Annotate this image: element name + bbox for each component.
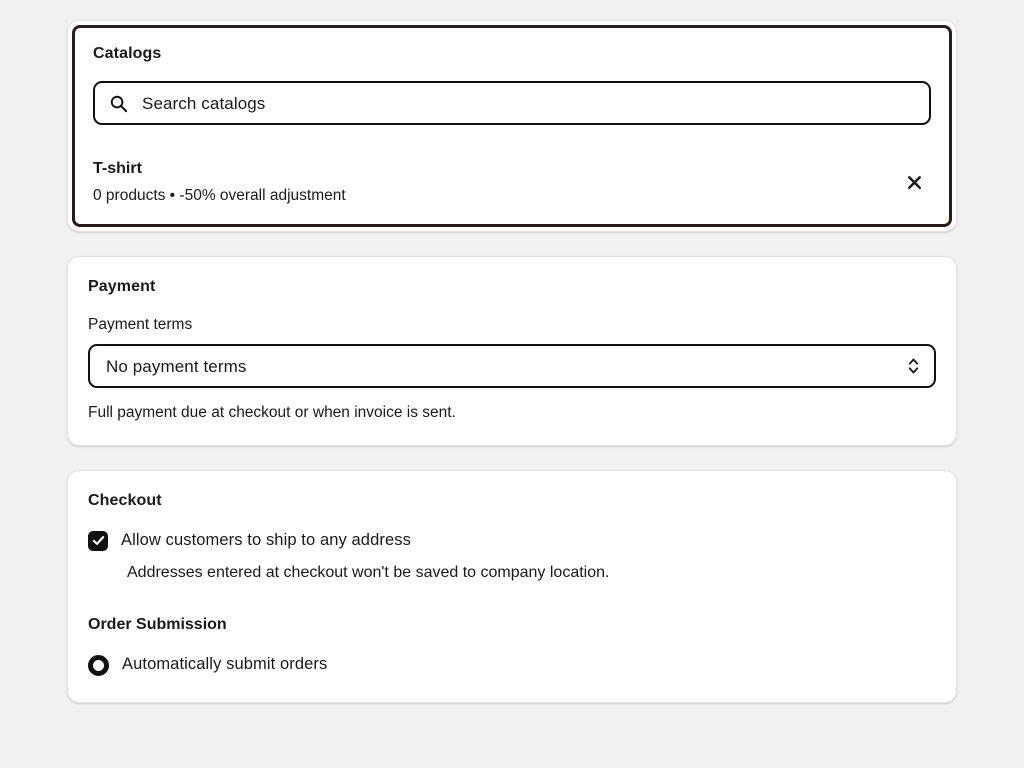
- catalogs-focus-ring: [72, 25, 952, 227]
- list-item[interactable]: [93, 159, 931, 205]
- search-catalogs-field[interactable]: [93, 81, 931, 125]
- auto-submit-orders-radio[interactable]: [88, 655, 109, 676]
- catalog-item-texts: [93, 159, 883, 205]
- payment-terms-select[interactable]: [88, 344, 936, 388]
- payment-help-text: Full payment due at checkout or when invoice is sent.: [88, 404, 456, 422]
- order-submission-title: Order Submission: [88, 616, 227, 634]
- payment-title: Payment: [88, 277, 156, 295]
- ship-any-address-checkbox[interactable]: [88, 531, 108, 551]
- checkout-title: Checkout: [88, 492, 162, 510]
- remove-catalog-button[interactable]: [899, 167, 929, 197]
- close-icon: [907, 175, 922, 190]
- search-icon: [109, 94, 128, 113]
- ship-any-address-label: Allow customers to ship to any address: [121, 530, 411, 549]
- catalogs-card: [67, 20, 957, 232]
- catalog-list: [93, 159, 931, 205]
- payment-terms-label: Payment terms: [88, 315, 193, 333]
- catalog-item-meta: 0 products • -50% overall adjustment: [93, 187, 346, 205]
- check-icon: [92, 534, 105, 547]
- auto-submit-orders-label: Automatically submit orders: [122, 655, 328, 674]
- search-input[interactable]: Search catalogs: [142, 93, 266, 113]
- order-submission-option-row[interactable]: [88, 655, 936, 676]
- ship-any-address-row[interactable]: [88, 531, 936, 551]
- payment-terms-wrapper: [88, 344, 936, 388]
- catalogs-search-wrapper: [93, 81, 931, 125]
- payment-terms-value: No payment terms: [106, 356, 247, 376]
- checkout-card: [67, 470, 957, 702]
- catalog-item-name: T-shirt: [93, 160, 142, 178]
- payment-card: [67, 256, 957, 447]
- card-stack: [67, 20, 957, 703]
- catalogs-title: Catalogs: [93, 45, 162, 62]
- ship-any-address-help: Addresses entered at checkout won't be saved to company location.: [127, 563, 610, 581]
